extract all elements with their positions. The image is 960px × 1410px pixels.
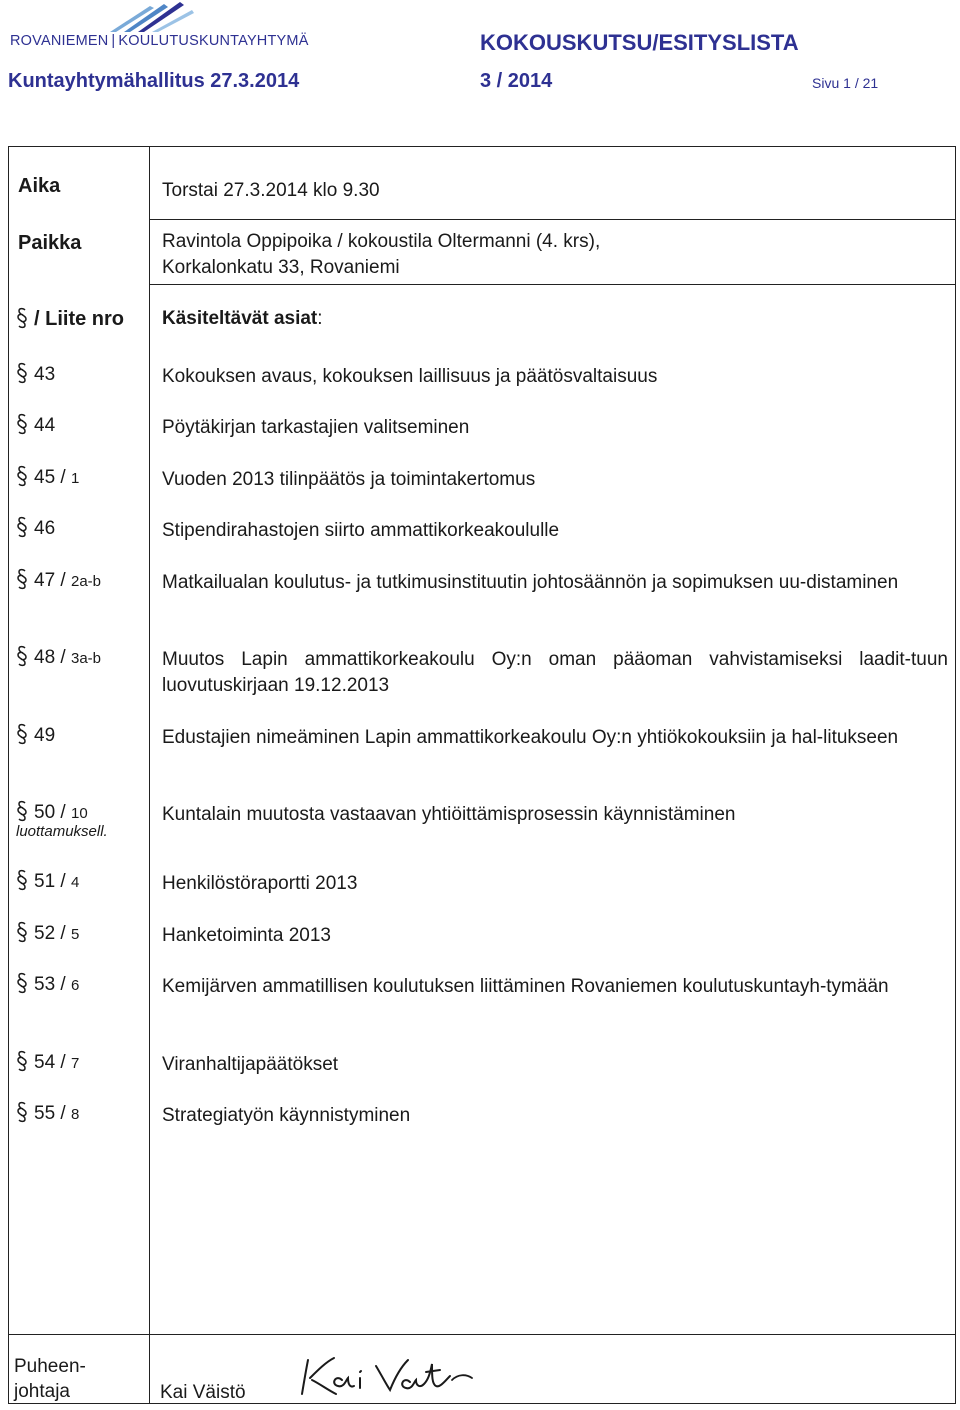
organization-name-part2: KOULUTUSKUNTAYHTYMÄ: [118, 33, 309, 49]
paragraph-section-icon: [16, 516, 28, 538]
agenda-item-title: Henkilöstöraportti 2013: [162, 873, 358, 894]
agenda-item-title: Muutos Lapin ammattikorkeakoulu Oy:n oman pääoman vahvistamiseksi laadit-tuun luovutuskirjaan 19.12.2013: [162, 649, 948, 696]
signature-name: Kai Väistö: [160, 1382, 246, 1403]
attachment-number: 2a-b: [70, 573, 102, 590]
agenda-item-title: Pöytäkirjan tarkastajien valitseminen: [162, 417, 470, 438]
meeting-title: Kuntayhtymähallitus 27.3.2014: [8, 70, 300, 92]
paragraph-section-icon: [16, 1050, 28, 1072]
section-number: 45 /: [34, 467, 66, 488]
agenda-section-number: [16, 645, 101, 669]
attachment-number: 4: [70, 874, 80, 891]
section-number: 54 /: [34, 1052, 66, 1073]
section-number: 53 /: [34, 974, 66, 995]
paragraph-section-icon: [16, 921, 28, 943]
page-indicator: [812, 75, 878, 91]
page-label: Sivu: [812, 75, 840, 91]
organization-name: ROVANIEMEN | KOULUTUSKUNTAYHTYMÄ: [10, 33, 309, 49]
agenda-section-number: [16, 413, 55, 437]
paragraph-section-icon: [16, 568, 28, 590]
place-line-1: Ravintola Oppipoika / kokoustila Oltermanni (4. krs),: [162, 231, 601, 252]
agenda-header-text: Käsiteltävät asiat: [162, 308, 318, 329]
agenda-item-title: Matkailualan koulutus- ja tutkimusinstituutin johtosäännön ja sopimuksen uu-distaminen: [162, 572, 899, 593]
paragraph-section-icon: [16, 972, 28, 994]
section-number: 48 /: [34, 647, 66, 668]
agenda-item-title: Kemijärven ammatillisen koulutuksen liittäminen Rovaniemen koulutuskuntayh-tymään: [162, 976, 889, 997]
attachment-note: luottamuksell.: [16, 823, 108, 840]
agenda-section-number: [16, 1101, 79, 1125]
time-row-divider: [149, 219, 956, 220]
section-number: 49: [34, 725, 56, 746]
rovaniemi-logo-icon: [102, 2, 212, 34]
section-number: 51 /: [34, 871, 66, 892]
section-column-label: / Liite nro: [34, 308, 124, 330]
place-line-2: Korkalonkatu 33, Rovaniemi: [162, 257, 400, 278]
organization-name-part1: ROVANIEMEN: [10, 33, 109, 49]
page-separator: /: [854, 75, 859, 91]
section-number: 52 /: [34, 923, 66, 944]
section-number: 46: [34, 518, 56, 539]
attachment-number: 3a-b: [70, 650, 102, 667]
paragraph-section-icon: [16, 307, 28, 329]
agenda-item-title: Edustajien nimeäminen Lapin ammattikorkeakoulu Oy:n yhtiökokouksiin ja hal-litukseen: [162, 727, 899, 748]
organization-logo: [6, 2, 356, 54]
agenda-section-number: [16, 1050, 79, 1074]
place-row-divider: [149, 284, 956, 285]
paragraph-section-icon: [16, 800, 28, 822]
agenda-frame: [8, 146, 956, 1404]
handwritten-signature: [290, 1350, 480, 1402]
agenda-item-title: Strategiatyön käynnistyminen: [162, 1105, 411, 1126]
page-total: 21: [862, 75, 879, 91]
attachment-number: 5: [70, 926, 80, 943]
paragraph-section-icon: [16, 723, 28, 745]
agenda-item-title: Kuntalain muutosta vastaavan yhtiöittämisprosessin käynnistäminen: [162, 804, 736, 825]
agenda-section-number: [16, 516, 55, 540]
agenda-header: [162, 308, 323, 330]
signature-role: [14, 1354, 86, 1404]
column-divider: [149, 146, 150, 1404]
agenda-section-number: [16, 465, 79, 489]
attachment-number: 10: [70, 805, 88, 822]
agenda-section-number: [16, 972, 79, 996]
section-number: 44: [34, 415, 56, 436]
agenda-section-number: [16, 362, 55, 386]
agenda-section-number: [16, 921, 79, 945]
agenda-item-title: Stipendirahastojen siirto ammattikorkeakoululle: [162, 520, 560, 541]
document-type: KOKOUSKUTSU/ESITYSLISTA: [480, 30, 799, 55]
signature-row-divider: [8, 1334, 956, 1335]
paragraph-section-icon: [16, 869, 28, 891]
agenda-header-suffix: :: [317, 308, 323, 329]
paragraph-section-icon: [16, 465, 28, 487]
place-value: [162, 229, 948, 281]
page-current: 1: [843, 75, 851, 91]
attachment-number: 8: [70, 1106, 80, 1123]
agenda-section-number: [16, 800, 108, 840]
agenda-item-title: Kokouksen avaus, kokouksen laillisuus ja päätösvaltaisuus: [162, 366, 658, 387]
paragraph-section-icon: [16, 1101, 28, 1123]
agenda-section-number: [16, 723, 55, 747]
attachment-number: 1: [70, 470, 80, 487]
agenda-section-number: [16, 568, 101, 592]
signature-role-line-1: Puheen-: [14, 1356, 86, 1377]
agenda-item-title: Viranhaltijapäätökset: [162, 1054, 339, 1075]
section-column-header: [16, 307, 124, 331]
section-number: 55 /: [34, 1103, 66, 1124]
section-number: 50 /: [34, 802, 66, 823]
place-label: Paikka: [18, 232, 82, 254]
agenda-item-title: Vuoden 2013 tilinpäätös ja toimintakertomus: [162, 469, 536, 490]
attachment-number: 7: [70, 1055, 80, 1072]
agenda-section-number: [16, 869, 79, 893]
agenda-item-title: Hanketoiminta 2013: [162, 925, 331, 946]
paragraph-section-icon: [16, 362, 28, 384]
attachment-number: 6: [70, 977, 80, 994]
time-label: Aika: [18, 175, 61, 197]
section-number: 47 /: [34, 570, 66, 591]
paragraph-section-icon: [16, 645, 28, 667]
time-value: Torstai 27.3.2014 klo 9.30: [162, 180, 380, 201]
section-number: 43: [34, 364, 56, 385]
signature-role-line-2: johtaja: [14, 1381, 70, 1402]
paragraph-section-icon: [16, 413, 28, 435]
meeting-number: 3 / 2014: [480, 70, 553, 92]
